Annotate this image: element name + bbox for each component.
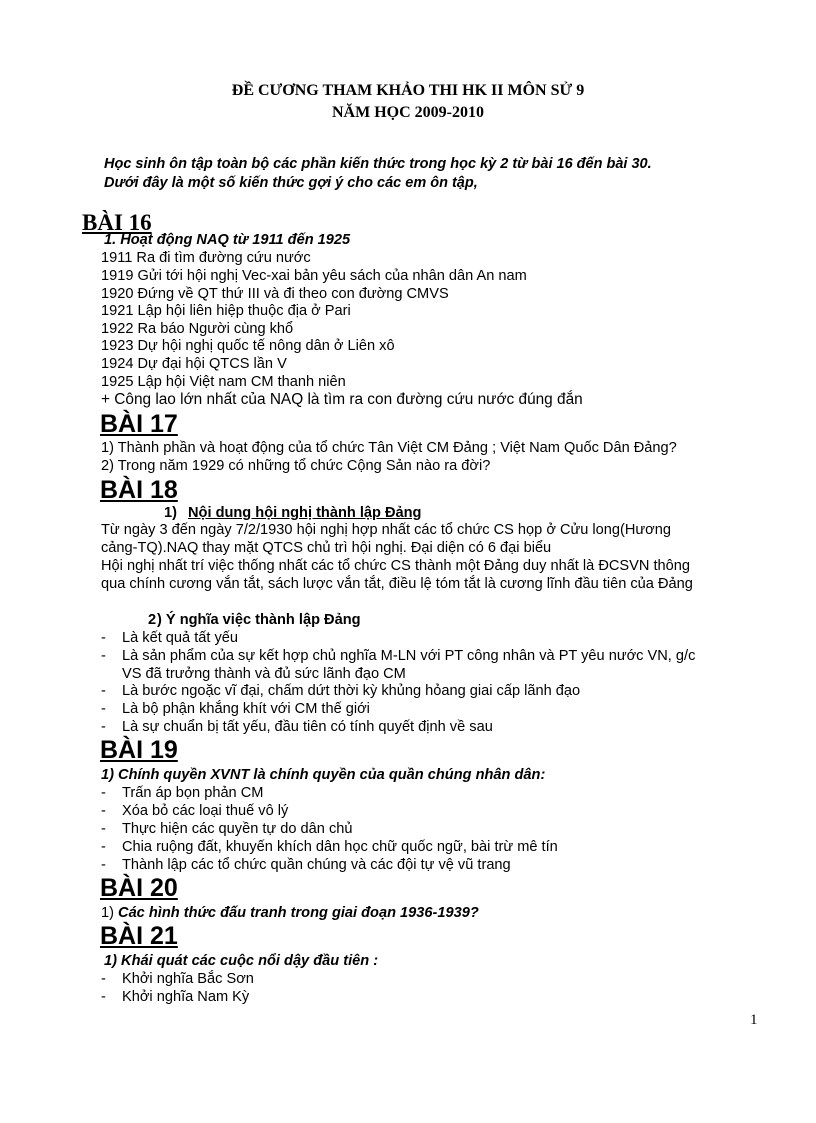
bai18-paragraph-line: Hội nghị nhất trí việc thống nhất các tổ chức CS thành một Đảng duy nhất là ĐCSVN thông [101,558,690,574]
bullet-dash: - [101,989,106,1005]
bullet-dash: - [101,821,106,837]
bai16-item: 1925 Lập hội Việt nam CM thanh niên [101,374,346,390]
bai16-conclusion: + Công lao lớn nhất của NAQ là tìm ra con đường cứu nước đúng đắn [101,391,583,408]
bai19-bullet: Thành lập các tổ chức quần chúng và các đội tự vệ vũ trang [122,857,511,873]
bai16-item: 1924 Dự đại hội QTCS lần V [101,356,287,372]
bai16-item: 1919 Gửi tới hội nghị Vec-xai bản yêu sách của nhân dân An nam [101,268,527,284]
bai19-subheading: 1) Chính quyền XVNT là chính quyền của quần chúng nhân dân: [101,767,546,783]
bullet-dash: - [101,648,106,664]
bai21-subheading: 1) Khái quát các cuộc nổi dậy đầu tiên : [104,953,379,969]
bullet-dash: - [101,701,106,717]
bai16-item: 1911 Ra đi tìm đường cứu nước [101,250,311,266]
bai20-question: Các hình thức đấu tranh trong giai đoạn 1936-1939? [118,905,479,921]
bai19-heading: BÀI 19 [100,736,178,764]
bai18-bullet: Là bộ phận khắng khít với CM thế giới [122,701,370,717]
bai18-bullet: Là kết quả tất yếu [122,630,239,646]
bai19-bullet: Chia ruộng đất, khuyến khích dân học chữ quốc ngữ, bài trừ mê tín [122,839,558,855]
bai16-heading: BÀI 16 [82,210,152,235]
bai20-question-number: 1) [101,905,119,921]
bai18-sub2-number: 2 [148,612,157,628]
bullet-dash: - [101,839,106,855]
bai16-item: 1921 Lập hội liên hiệp thuộc địa ở Pari [101,303,351,319]
bai18-paragraph-line: qua chính cương vắn tắt, sách lược vắn tắt, điều lệ tóm tắt là cương lĩnh đầu tiên của Đảng [101,576,693,592]
bai17-question: 1) Thành phần và hoạt động của tổ chức Tân Việt CM Đảng ; Việt Nam Quốc Dân Đảng? [101,440,677,456]
bai18-sub2-heading: ) Ý nghĩa việc thành lập Đảng [157,612,361,628]
bai20-heading: BÀI 20 [100,874,178,902]
bai16-item: 1923 Dự hội nghị quốc tế nông dân ở Liên xô [101,338,395,354]
bai16-subheading: 1. Hoạt động NAQ từ 1911 đến 1925 [104,232,351,248]
bai19-bullet: Xóa bỏ các loại thuế vô lý [122,803,289,819]
bai16-item: 1922 Ra báo Người cùng khổ [101,321,294,337]
bai17-heading: BÀI 17 [100,410,178,438]
bullet-dash: - [101,719,106,735]
bai18-sub1-heading: Nội dung hội nghị thành lập Đảng [188,505,422,521]
bai20-question-line [101,905,479,921]
school-year: NĂM HỌC 2009-2010 [332,104,484,121]
bullet-dash: - [101,630,106,646]
bullet-dash: - [101,785,106,801]
bai18-bullet: Là sự chuẩn bị tất yếu, đầu tiên có tính quyết định về sau [122,719,493,735]
bai18-bullet-continued: VS đã trưởng thành và đủ sức lãnh đạo CM [122,666,406,682]
bai21-heading: BÀI 21 [100,922,178,950]
bai18-bullet: Là bước ngoặc vĩ đại, chấm dứt thời kỳ khủng hỏang giai cấp lãnh đạo [122,683,581,699]
bai18-paragraph-line: Từ ngày 3 đến ngày 7/2/1930 hội nghị hợp nhất các tổ chức CS họp ở Cửu long(Hương [101,522,671,538]
bai19-bullet: Thực hiện các quyền tự do dân chủ [122,821,353,837]
bai18-heading: BÀI 18 [100,476,178,504]
document-title: ĐỀ CƯƠNG THAM KHẢO THI HK II MÔN SỬ 9 [231,82,585,99]
bai18-paragraph-line: cảng-TQ).NAQ thay mặt QTCS chủ trì hội nghị. Đại diện có 6 đại biểu [101,540,552,556]
bai21-bullet: Khởi nghĩa Bắc Sơn [122,971,254,987]
intro-line-2: Dưới đây là một số kiến thức gợi ý cho các em ôn tập, [104,175,478,191]
bullet-dash: - [101,971,106,987]
intro-line-1: Học sinh ôn tập toàn bộ các phần kiến thức trong học kỳ 2 từ bài 16 đến bài 30. [104,156,652,172]
bai17-question: 2) Trong năm 1929 có những tổ chức Cộng Sản nào ra đời? [101,458,491,474]
page-number: 1 [750,1012,758,1028]
bullet-dash: - [101,857,106,873]
bullet-dash: - [101,803,106,819]
bai21-bullet: Khởi nghĩa Nam Kỳ [122,989,250,1005]
bai16-item: 1920 Đứng về QT thứ III và đi theo con đường CMVS [101,286,449,302]
bai18-sub1-number: 1) [164,505,177,521]
bullet-dash: - [101,683,106,699]
bai19-bullet: Trấn áp bọn phản CM [122,785,264,801]
bai18-bullet: Là sản phẩm của sự kết hợp chủ nghĩa M-LN với PT công nhân và PT yêu nước VN, g/c [122,648,696,664]
